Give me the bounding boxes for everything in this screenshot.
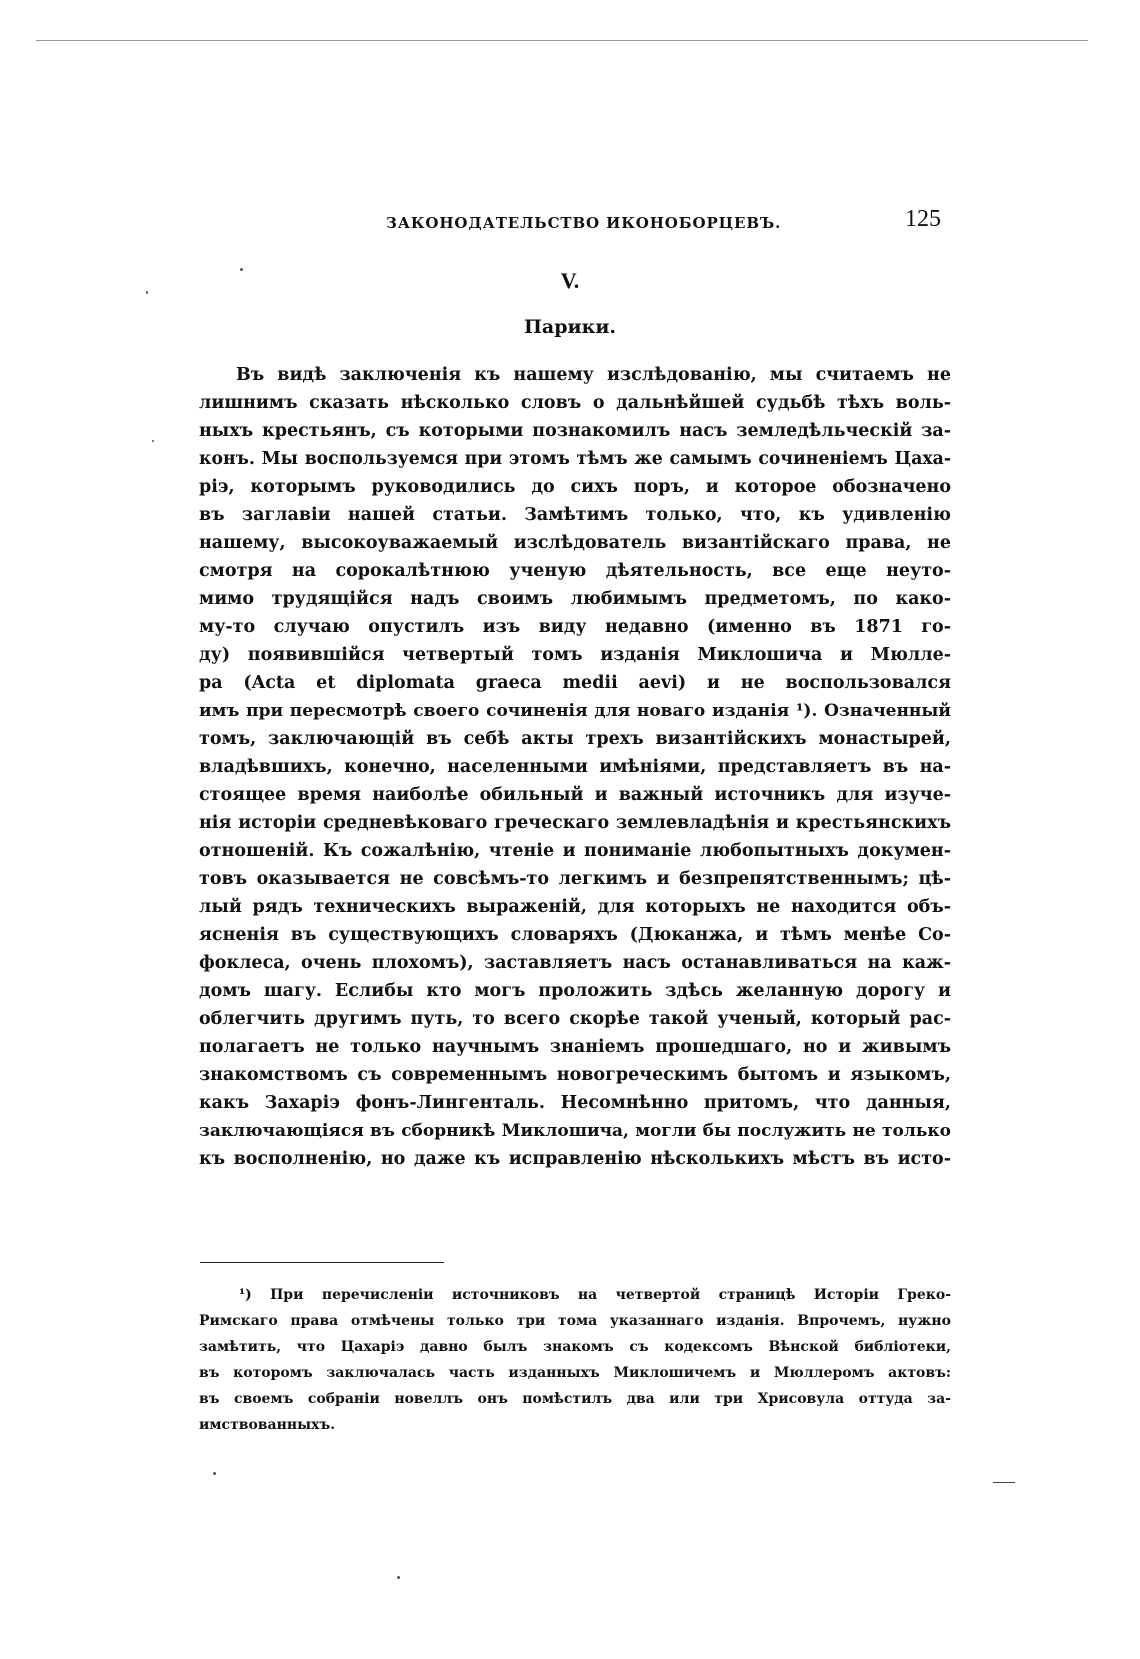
footnote-line: замѣтить, что Цахаріэ давно былъ знакомъ съ кодексомъ Вѣнской библіотеки, (199, 1339, 951, 1355)
body-line: ныхъ крестьянъ, съ которыми познакомилъ насъ земледѣльческій за- (199, 421, 951, 441)
footnote (199, 1282, 951, 1438)
body-line: лишнимъ сказать нѣсколько словъ о дальнѣйшей судьбѣ тѣхъ воль- (199, 393, 951, 413)
body-line: му-то случаю опустилъ изъ виду недавно (именно въ 1871 го- (199, 617, 951, 637)
body-line: въ заглавіи нашей статьи. Замѣтимъ только, что, къ удивленію (199, 505, 951, 525)
running-head (200, 206, 945, 242)
body-line: облегчить другимъ путь, то всего скорѣе такой ученый, который рас- (199, 1009, 951, 1029)
body-line: полагаетъ не только научнымъ знаніемъ прошедшаго, но и живымъ (199, 1037, 951, 1057)
body-line: ясненія въ существующихъ словаряхъ (Дюканжа, и тѣмъ менѣе Со- (199, 925, 951, 945)
body-line: къ восполненію, но даже къ исправленію нѣсколькихъ мѣстъ въ исто- (199, 1149, 951, 1169)
body-line: знакомствомъ съ современнымъ новогреческимъ бытомъ и языкомъ, (199, 1065, 951, 1085)
footnote-line: имствованныхъ. (199, 1417, 336, 1433)
body-line: томъ, заключающій въ себѣ акты трехъ византійскихъ монастырей, (199, 729, 951, 749)
scan-speck (213, 1472, 216, 1475)
scan-speck (240, 268, 243, 271)
scan-top-edge-rule (36, 40, 1088, 41)
footnote-line: ¹) При перечисленіи источниковъ на четвертой страницѣ Исторіи Греко- (239, 1287, 951, 1303)
body-line: мимо трудящійся надъ своимъ любимымъ предметомъ, по како- (199, 589, 951, 609)
body-line: имъ при пересмотрѣ своего сочиненія для новаго изданія ¹). Означенный (199, 701, 951, 721)
body-line: смотря на сорокалѣтнюю ученую дѣятельность, все еще неуто- (199, 561, 951, 581)
body-line: заключающіяся въ сборникѣ Миклошича, могли бы послужить не только (199, 1121, 951, 1141)
scan-speck (152, 440, 154, 442)
body-line: нашему, высокоуважаемый изслѣдователь византійскаго права, не (199, 533, 951, 553)
scan-speck (146, 291, 148, 294)
body-line: стоящее время наиболѣе обильный и важный источникъ для изуче- (199, 785, 951, 805)
scan-speck (397, 1576, 400, 1579)
body-line: лый рядъ техническихъ выраженій, для которыхъ не находится объ- (199, 897, 951, 917)
body-line: нія исторіи средневѣковаго греческаго землевладѣнія и крестьянскихъ (199, 813, 951, 833)
body-line: ра (Acta et diplomata graeca medii aevi) и не воспользовался (199, 673, 951, 693)
footnote-separator (200, 1262, 444, 1263)
running-title: ЗАКОНОДАТЕЛЬСТВО ИКОНОБОРЦЕВЪ. (386, 214, 782, 232)
footnote-line: Римскаго права отмѣчены только три тома указаннаго изданія. Впрочемъ, нужно (199, 1313, 951, 1329)
body-line: Въ видѣ заключенія къ нашему изслѣдованію, мы считаемъ не (236, 365, 951, 385)
body-line: товъ оказывается не совсѣмъ-то легкимъ и безпрепятственнымъ; цѣ- (199, 869, 951, 889)
body-line: конъ. Мы воспользуемся при этомъ тѣмъ же самымъ сочиненіемъ Цаха- (199, 449, 951, 469)
body-line: фоклеса, очень плохомъ), заставляетъ насъ останавливаться на каж- (199, 953, 951, 973)
body-line: ріэ, которымъ руководились до сихъ поръ, и которое обозначено (199, 477, 951, 497)
body-text (199, 361, 951, 1173)
body-line: ду) появившійся четвертый томъ изданія Миклошича и Мюлле- (199, 645, 951, 665)
section-numeral: V. (560, 268, 580, 293)
body-line: владѣвшихъ, конечно, населенными имѣніями, представляетъ въ на- (199, 757, 951, 777)
body-line: отношеній. Къ сожалѣнію, чтеніе и пониманіе любопытныхъ докумен- (199, 841, 951, 861)
page-number: 125 (905, 206, 941, 232)
footnote-line: въ своемъ собраніи новеллъ онъ помѣстилъ два или три Хрисовула оттуда за- (199, 1391, 951, 1407)
section-title: Парики. (523, 316, 617, 338)
scan-dash-mark (993, 1482, 1015, 1483)
footnote-line: въ которомъ заключалась часть изданныхъ Миклошичемъ и Мюллеромъ актовъ: (199, 1365, 951, 1381)
body-line: домъ шагу. Еслибы кто могъ проложить здѣсь желанную дорогу и (199, 981, 951, 1001)
body-line: какъ Захаріэ фонъ-Лингенталь. Несомнѣнно притомъ, что данныя, (199, 1093, 951, 1113)
